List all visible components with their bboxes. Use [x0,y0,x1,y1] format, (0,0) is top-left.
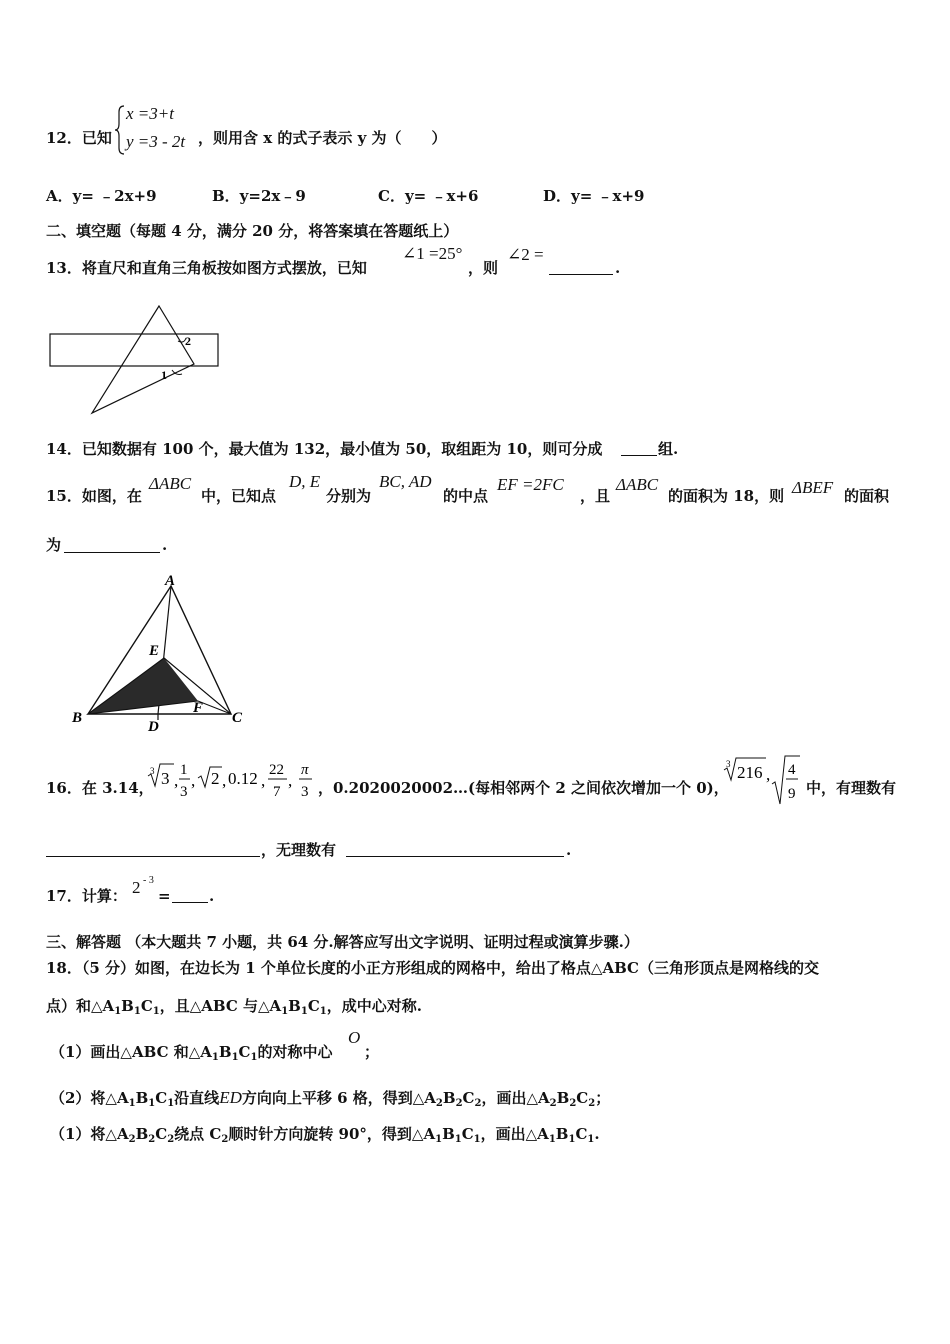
q18-part-1: （1）画出△ABC 和$\triangle A_1B_1C_1$的对称中心 [50,1043,333,1063]
q15-number: 15．如图，在 [46,487,142,505]
label-e: E [149,643,160,659]
svg-text:7: 7 [273,784,281,800]
q13-text-then: ，则 [468,259,499,277]
q12-option-c: C．y= ﹣x+6 [378,187,479,205]
q13-text: 13．将直尺和直角三角板按如图方式摆放，已知 [46,259,367,277]
q12-option-b: B．y=2x﹣9 [212,187,306,205]
q15-triangle-abc-2: ΔABC [616,475,659,494]
cbrt-3-radicand: 3 [161,769,170,788]
set-square [92,306,194,413]
q12-option-a: A．y= ﹣2x+9 [46,187,157,205]
q15-figure [68,570,252,738]
q13-end: . [615,259,621,277]
q12-number: 12．已知 [46,129,112,147]
section-3-heading: 三、解答题 （本大题共 7 小题，共 64 分.解答应写出文字说明、证明过程或演算步骤.） [46,933,639,951]
svg-text:,: , [174,771,179,790]
svg-text:,: , [288,771,293,790]
q14-end: 组. [658,440,679,458]
q15-segments: BC, AD [379,472,432,491]
q15-triangle-bef: ΔBEF [792,478,834,497]
q15-triangle-abc: ΔABC [149,474,192,493]
q13-angle1: ∠1 =25° [402,244,463,263]
svg-text:1: 1 [180,762,188,778]
label-c: C [232,710,243,726]
q15-text-4: ，且 [580,487,611,505]
q15-text-5: 的面积为 18，则 [668,487,785,505]
q14-text: 14．已知数据有 100 个，最大值为 132，最小值为 50，取组距为 10，则可分成 [46,440,603,458]
q15-text-1: 中，已知点 [201,487,277,505]
svg-text:3: 3 [726,759,731,769]
q14-answer-blank[interactable] [621,441,657,456]
label-a: A [165,573,176,589]
q15-end: . [162,536,168,554]
q18-center-o: O [348,1028,361,1047]
angle-1-label: 1 [161,368,167,382]
q15-points-de: D, E [289,472,321,491]
q18-part-3: （1）将$\triangle A_2B_2C_2$绕点 $C_2$顺时针方向旋转 90°，得到$\triangle A_1B_1C_1$，画出$\triangle A_1B_1C_1$. [50,1125,600,1145]
q13-angle2: ∠2 = [507,245,544,264]
q16-sequence: ，0.2020020002…(每相邻两个 2 之间依次增加一个 0)， [318,779,729,797]
svg-text:9: 9 [788,786,796,802]
svg-text:3: 3 [180,784,188,800]
q16-tail: 中，有理数有 [806,779,897,797]
q16-rational-blank[interactable] [46,842,260,857]
q15-line2-prefix: 为 [46,536,62,554]
q16-irrational-blank[interactable] [346,842,564,857]
q17-exponent: - 3 [143,875,154,886]
svg-text:,: , [222,771,227,790]
q15-text-3: 的中点 [443,487,489,505]
q17-text: 17．计算： [46,887,127,905]
q16-number: 16．在 3.14， [46,779,154,797]
svg-text:3: 3 [301,784,309,800]
section-2-heading: 二、填空题（每题 4 分，满分 20 分，将答案填在答题纸上） [46,222,459,240]
svg-text:3: 3 [150,766,155,776]
svg-text:4: 4 [788,762,796,778]
q12-brace [114,104,126,156]
q12-stem-tail: ，则用含 x 的式子表示 y 为（ ） [198,129,447,147]
svg-text:,: , [261,771,266,790]
q16-end: . [566,841,572,859]
svg-text:π: π [301,762,309,778]
q18-part-1-end: ； [364,1043,380,1061]
label-d: D [148,719,159,735]
q18-line-2: 点）和$\triangle A_1B_1C_1$，且△ABC 与$\triangle A_1B_1C_1$，成中心对称. [46,997,422,1017]
q17-answer-blank[interactable] [172,888,208,903]
svg-text:,: , [191,771,196,790]
q18-part-2: （2）将$\triangle A_1B_1C_1$沿直线ED方向向上平移 6 格，得到$\triangle A_2B_2C_2$，画出$\triangle A_2B_2C_2$； [50,1088,611,1109]
svg-text:22: 22 [269,762,284,778]
q15-text-6: 的面积 [844,487,890,505]
q12-option-d: D．y= ﹣x+9 [543,187,645,205]
q13-answer-blank[interactable] [549,260,613,275]
q16-radicals [722,752,804,808]
q17-base: 2 [132,878,141,897]
shaded-region [88,658,198,714]
q12-equation-1: x =3+t [126,104,174,123]
q13-figure [44,300,226,418]
q17-end: . [209,887,215,905]
angle-2-label: 2 [185,334,191,348]
q15-ef-relation: EF =2FC [497,475,564,494]
label-b: B [72,710,83,726]
q12-equation-2: y =3 - 2t [126,132,186,151]
sqrt-2-radicand: 2 [211,769,220,788]
label-f: F [193,700,204,716]
decimal-012: 0.12 [228,769,258,788]
cbrt-216-radicand: 216 [737,763,763,782]
q15-text-2: 分别为 [326,487,372,505]
q16-number-list [146,756,326,808]
q15-answer-blank[interactable] [64,538,160,553]
q17-equals: = [158,887,171,905]
svg-text:,: , [766,765,771,784]
q18-line-1: 18．（5 分）如图，在边长为 1 个单位长度的小正方形组成的网格中，给出了格点△ABC（三角形顶点是网格线的交 [46,959,819,977]
q16-irrational-label: ，无理数有 [261,841,337,859]
